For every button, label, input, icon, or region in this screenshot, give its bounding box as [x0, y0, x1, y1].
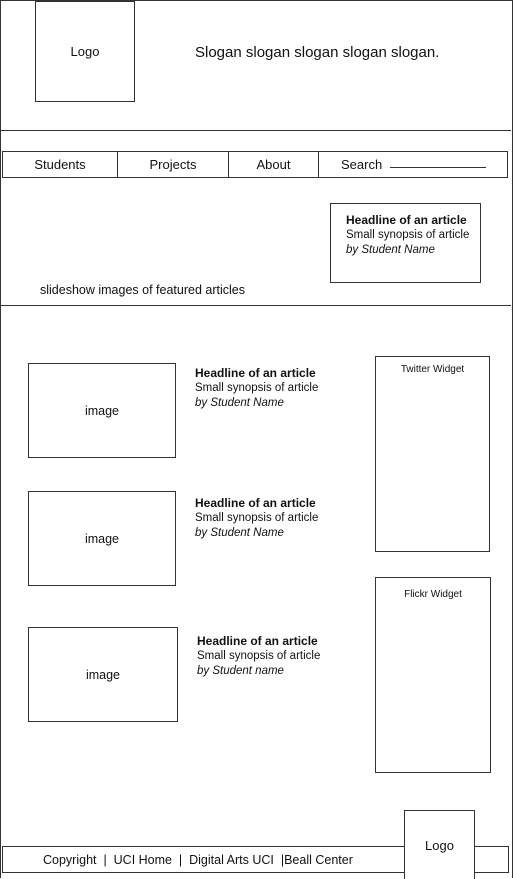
- header-divider: [0, 130, 511, 131]
- nav-item-students[interactable]: Students: [3, 152, 118, 177]
- search-label: Search: [341, 157, 383, 172]
- article-headline[interactable]: Headline of an article: [195, 496, 316, 510]
- search-input[interactable]: [390, 167, 486, 168]
- footer-separator: |: [96, 852, 114, 867]
- featured-article-card[interactable]: [330, 203, 481, 283]
- main-nav: [2, 151, 508, 178]
- article-image[interactable]: image: [28, 491, 176, 586]
- featured-divider: [0, 305, 511, 306]
- footer-link-digital-arts[interactable]: Digital Arts UCI: [189, 852, 274, 867]
- slideshow-label: slideshow images of featured articles: [40, 283, 245, 297]
- twitter-widget-title: Twitter Widget: [400, 364, 465, 375]
- featured-headline[interactable]: Headline of an article: [346, 213, 467, 227]
- footer-link-beall-center[interactable]: Beall Center: [284, 852, 353, 867]
- flickr-widget-title: Flickr Widget: [404, 589, 462, 600]
- article-item: [195, 366, 318, 411]
- article-item: [195, 496, 318, 541]
- footer-logo-label: Logo: [425, 837, 454, 853]
- footer-link-uci-home[interactable]: UCI Home: [113, 852, 172, 867]
- slogan: Slogan slogan slogan slogan slogan.: [195, 44, 440, 61]
- footer-logo[interactable]: [404, 810, 475, 879]
- featured-synopsis: Small synopsis of article: [346, 229, 470, 241]
- article-image[interactable]: image: [28, 627, 178, 722]
- footer-links: [43, 847, 353, 872]
- footer-link-copyright[interactable]: Copyright: [43, 852, 97, 867]
- article-headline[interactable]: Headline of an article: [195, 366, 316, 380]
- article-byline: by Student name: [197, 665, 284, 677]
- featured-byline: by Student Name: [346, 244, 435, 256]
- twitter-widget[interactable]: [375, 356, 490, 552]
- article-image[interactable]: image: [28, 363, 176, 458]
- article-item: [197, 634, 320, 679]
- article-synopsis: Small synopsis of article: [195, 512, 319, 524]
- header-logo-label: Logo: [70, 44, 100, 59]
- article-synopsis: Small synopsis of article: [197, 650, 321, 662]
- nav-search[interactable]: [319, 152, 507, 177]
- header-logo[interactable]: [35, 1, 135, 102]
- article-synopsis: Small synopsis of article: [195, 382, 319, 394]
- article-byline: by Student Name: [195, 397, 284, 409]
- article-byline: by Student Name: [195, 527, 284, 539]
- footer-separator: |: [171, 852, 190, 867]
- article-headline[interactable]: Headline of an article: [197, 634, 318, 648]
- footer-separator: |: [273, 852, 285, 867]
- nav-item-about[interactable]: About: [229, 152, 319, 177]
- flickr-widget[interactable]: [375, 577, 491, 773]
- nav-item-projects[interactable]: Projects: [118, 152, 229, 177]
